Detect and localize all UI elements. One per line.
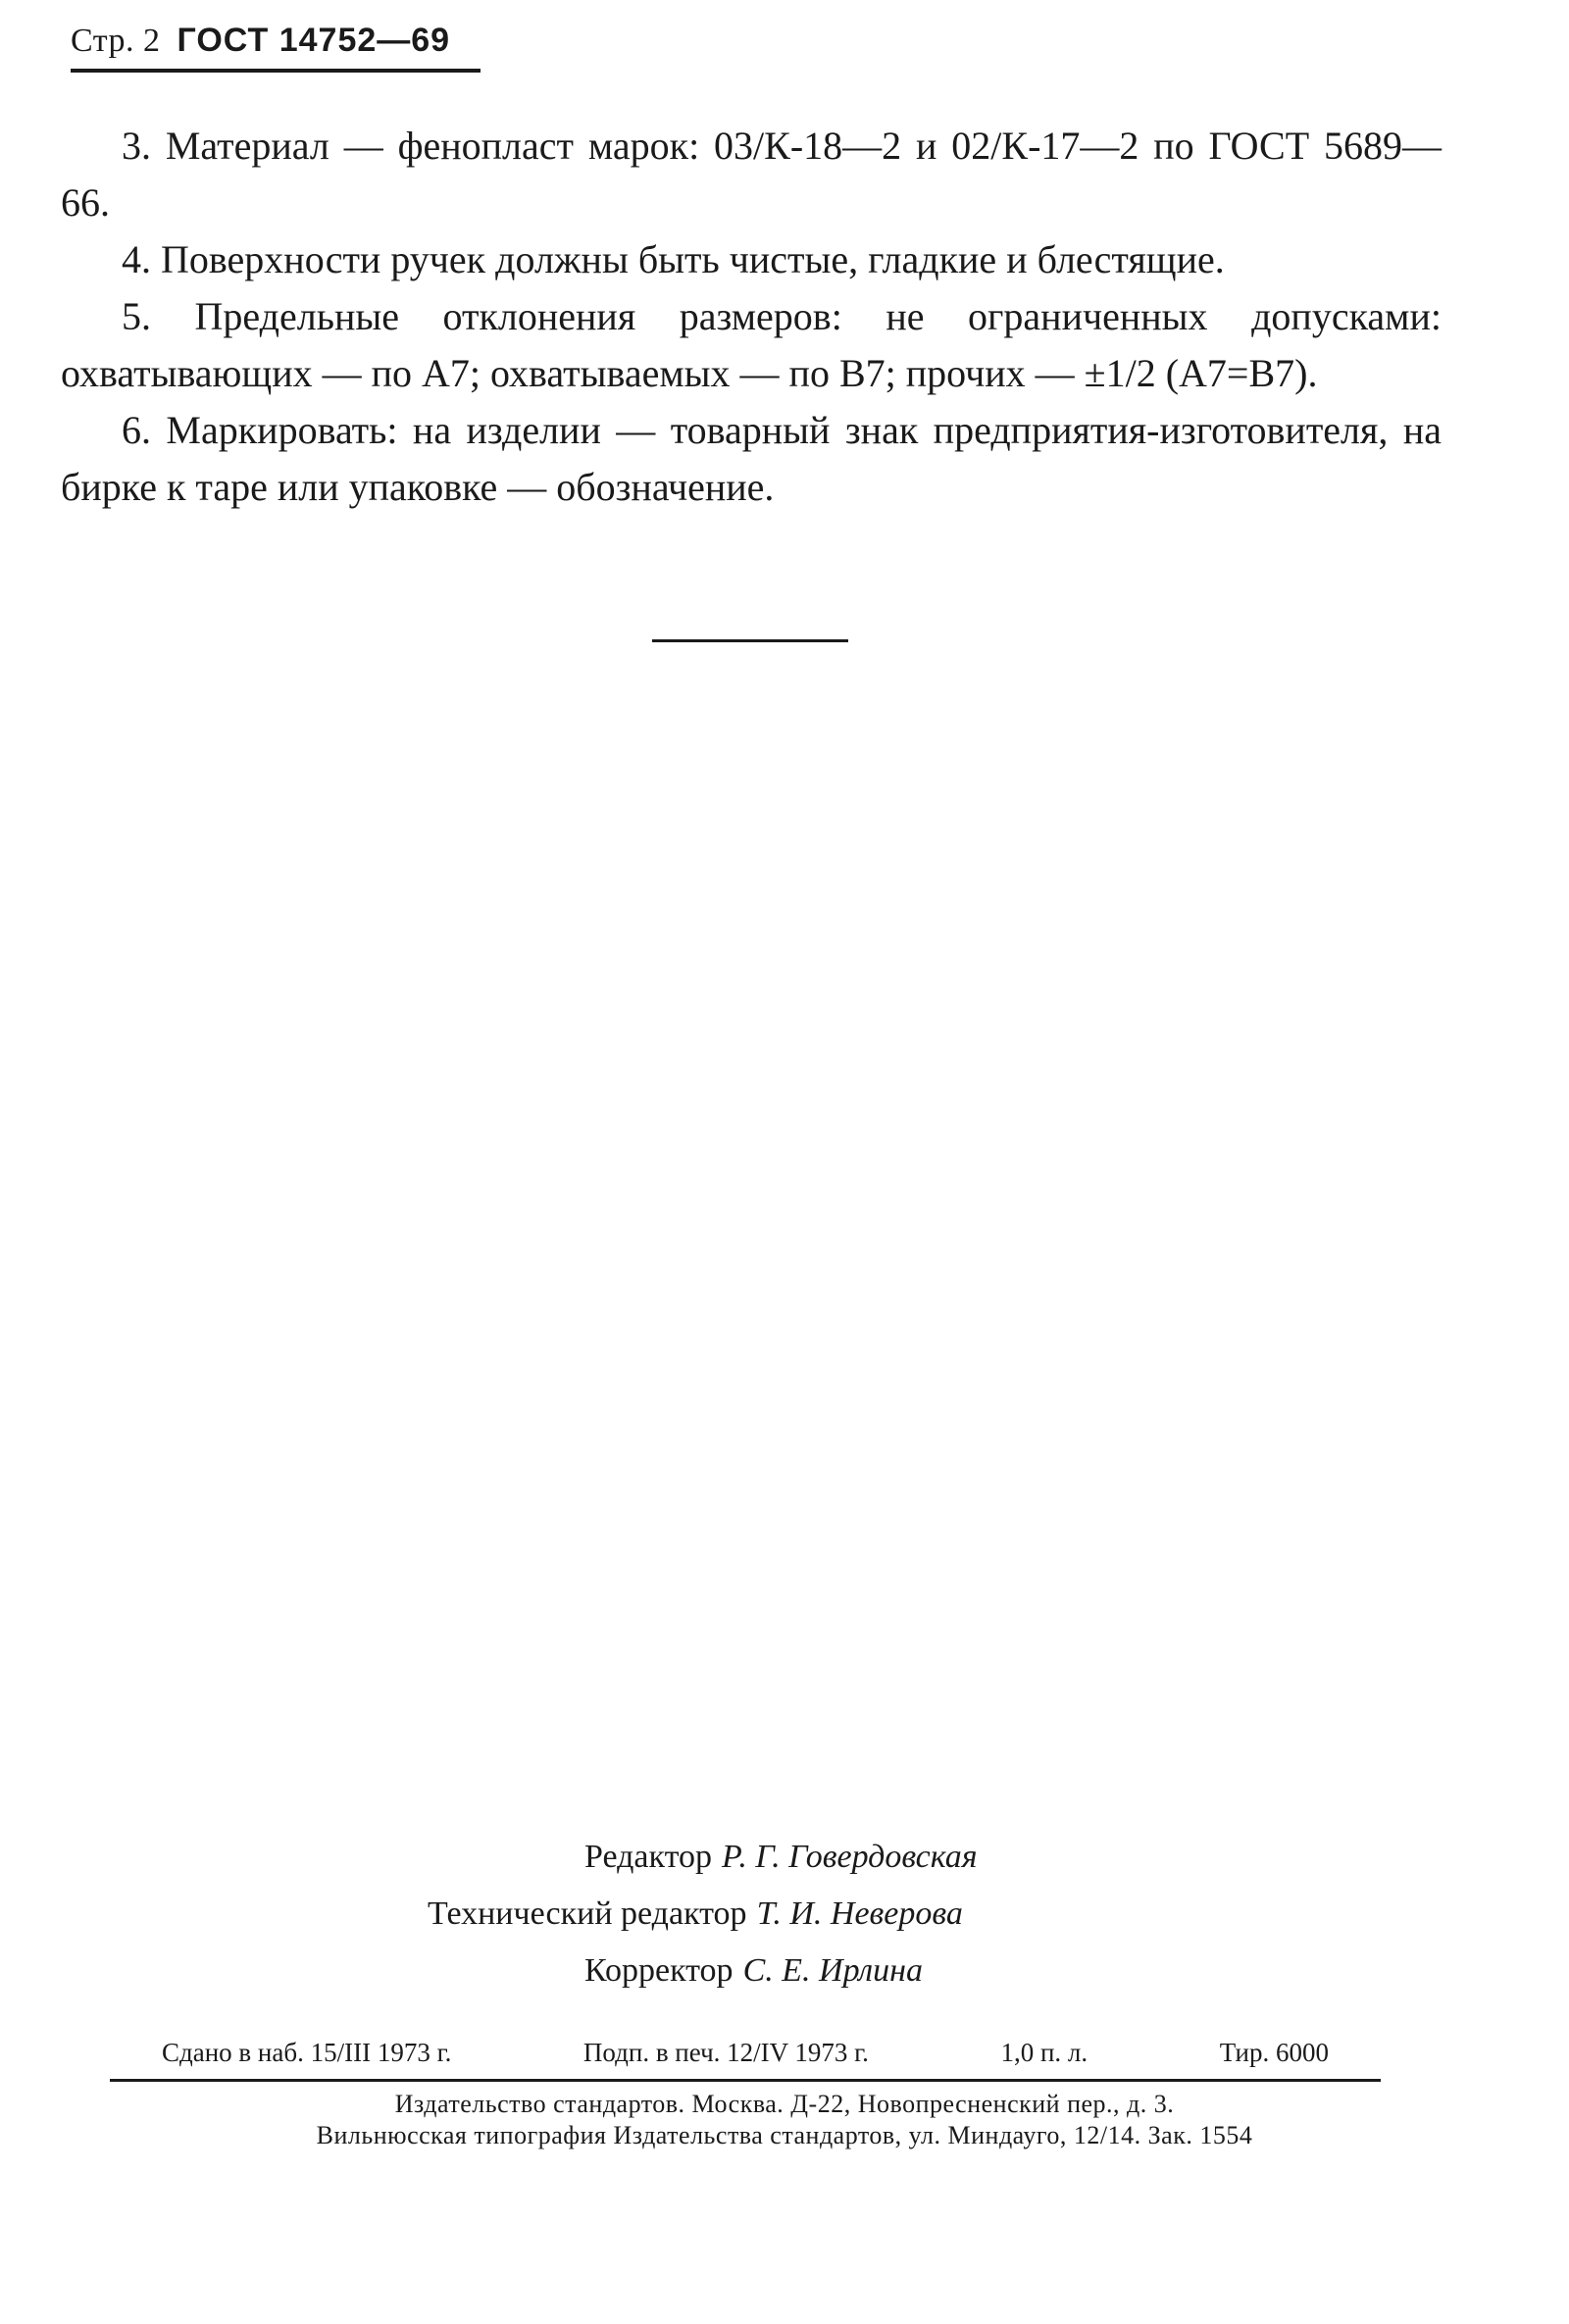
paragraph-6: 6. Маркировать: на изделии — товарный знак предприятия-изготовителя, на бирке к таре или упаковке — обозначение. <box>61 408 1442 509</box>
header-rule <box>71 69 481 73</box>
publisher-info <box>0 2089 1569 2151</box>
editor-role: Редактор <box>584 1839 712 1875</box>
body-text <box>61 118 1442 516</box>
tech-editor-name: Т. И. Неверова <box>756 1895 963 1932</box>
paragraph-4: 4. Поверхности ручек должны быть чистые, гладкие и блестящие. <box>122 237 1225 281</box>
imprint-line <box>162 2038 1329 2068</box>
printed-sheets: 1,0 п. л. <box>1000 2038 1088 2067</box>
print-run: Тир. 6000 <box>1219 2038 1329 2067</box>
corrector-line <box>584 1943 923 1999</box>
standard-number: ГОСТ 14752—69 <box>177 22 451 59</box>
paragraph-5: 5. Предельные отклонения размеров: не ограниченных допусками: охватывающих — по А7; охватываемых — по В7; прочих — ±1/2 (А7=В7). <box>61 294 1442 395</box>
corrector-name: С. Е. Ирлина <box>742 1952 923 1989</box>
printing-house: Вильнюсская типография Издательства стандартов, ул. Миндауго, 12/14. Зак. 1554 <box>316 2121 1253 2149</box>
submitted-date: Сдано в наб. 15/III 1973 г. <box>162 2038 452 2067</box>
page-header <box>71 22 450 60</box>
end-of-text-rule <box>652 639 848 642</box>
editor-name: Р. Г. Говердовская <box>721 1839 978 1875</box>
editor-line <box>584 1829 978 1886</box>
publisher-address: Издательство стандартов. Москва. Д-22, Новопресненский пер., д. 3. <box>394 2090 1175 2118</box>
corrector-role: Корректор <box>584 1952 734 1989</box>
imprint-rule <box>110 2079 1381 2082</box>
tech-editor-line <box>428 1886 963 1943</box>
tech-editor-role: Технический редактор <box>428 1895 747 1932</box>
paragraph-3: 3. Материал — фенопласт марок: 03/К-18—2 и 02/К-17—2 по ГОСТ 5689—66. <box>61 124 1442 225</box>
page-number: Стр. 2 <box>71 23 161 59</box>
signed-date: Подп. в печ. 12/IV 1973 г. <box>582 2038 869 2067</box>
